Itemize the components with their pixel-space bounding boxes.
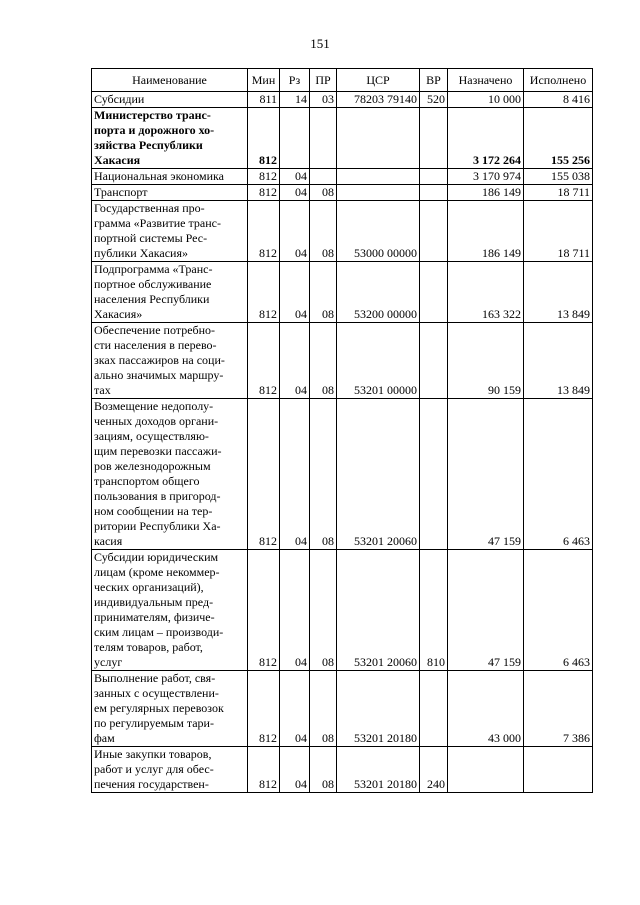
cell-assigned: 186 149 [448, 185, 524, 201]
cell-min: 812 [248, 108, 280, 169]
cell-pr: 08 [310, 201, 337, 262]
column-header-rz: Рз [280, 69, 310, 92]
cell-pr: 08 [310, 671, 337, 747]
cell-name: Субсидии юридическим лицам (кроме некоммер- ческих организаций), индивидуальным пред- принимателям, физиче- ским лицам – производи- телям товаров, работ, услуг [92, 550, 248, 671]
cell-rz: 04 [280, 747, 310, 793]
cell-csr [337, 185, 420, 201]
cell-rz: 04 [280, 185, 310, 201]
cell-vr [420, 323, 448, 399]
cell-csr [337, 108, 420, 169]
column-header-name: Наименование [92, 69, 248, 92]
cell-min: 812 [248, 262, 280, 323]
cell-rz [280, 108, 310, 169]
cell-name: Государственная про- грамма «Развитие транс- портной системы Рес- публики Хакасия» [92, 201, 248, 262]
cell-executed: 8 416 [524, 92, 593, 108]
cell-rz: 04 [280, 399, 310, 550]
cell-csr: 53201 20180 [337, 671, 420, 747]
cell-min: 812 [248, 169, 280, 185]
cell-name: Субсидии [92, 92, 248, 108]
cell-csr: 53200 00000 [337, 262, 420, 323]
cell-assigned: 47 159 [448, 550, 524, 671]
table-row [92, 323, 593, 399]
cell-assigned: 47 159 [448, 399, 524, 550]
cell-executed: 6 463 [524, 550, 593, 671]
cell-name: Иные закупки товаров, работ и услуг для обес- печения государствен- [92, 747, 248, 793]
table-row [92, 92, 593, 108]
cell-assigned: 10 000 [448, 92, 524, 108]
budget-table [91, 68, 593, 793]
cell-name: Национальная экономика [92, 169, 248, 185]
cell-min: 812 [248, 747, 280, 793]
cell-csr: 78203 79140 [337, 92, 420, 108]
cell-executed: 155 256 [524, 108, 593, 169]
cell-assigned: 163 322 [448, 262, 524, 323]
table-row [92, 169, 593, 185]
cell-executed: 7 386 [524, 671, 593, 747]
cell-assigned: 3 170 974 [448, 169, 524, 185]
cell-csr: 53201 20060 [337, 399, 420, 550]
cell-vr: 810 [420, 550, 448, 671]
cell-assigned [448, 747, 524, 793]
cell-pr: 08 [310, 185, 337, 201]
cell-executed: 13 849 [524, 262, 593, 323]
cell-name: Подпрограмма «Транс- портное обслуживание населения Республики Хакасия» [92, 262, 248, 323]
table-row [92, 399, 593, 550]
table-header-row [92, 69, 593, 92]
cell-vr: 520 [420, 92, 448, 108]
cell-min: 812 [248, 399, 280, 550]
cell-pr: 08 [310, 747, 337, 793]
cell-pr: 03 [310, 92, 337, 108]
cell-rz: 04 [280, 671, 310, 747]
column-header-vr: ВР [420, 69, 448, 92]
cell-executed: 18 711 [524, 185, 593, 201]
cell-pr [310, 169, 337, 185]
column-header-pr: ПР [310, 69, 337, 92]
table-row [92, 262, 593, 323]
cell-vr [420, 201, 448, 262]
cell-vr [420, 108, 448, 169]
column-header-assigned: Назначено [448, 69, 524, 92]
column-header-csr: ЦСР [337, 69, 420, 92]
cell-executed [524, 747, 593, 793]
cell-min: 812 [248, 185, 280, 201]
cell-pr: 08 [310, 399, 337, 550]
cell-rz: 04 [280, 169, 310, 185]
cell-min: 812 [248, 671, 280, 747]
cell-assigned: 186 149 [448, 201, 524, 262]
cell-pr [310, 108, 337, 169]
cell-vr [420, 399, 448, 550]
table-row [92, 185, 593, 201]
cell-rz: 14 [280, 92, 310, 108]
cell-min: 812 [248, 323, 280, 399]
cell-name: Выполнение работ, свя- занных с осуществлени- ем регулярных перевозок по регулируемым тари- фам [92, 671, 248, 747]
table-row [92, 747, 593, 793]
cell-executed: 13 849 [524, 323, 593, 399]
cell-name: Министерство транс- порта и дорожного хо- зяйства Республики Хакасия [92, 108, 248, 169]
cell-csr: 53000 00000 [337, 201, 420, 262]
cell-executed: 18 711 [524, 201, 593, 262]
cell-min: 812 [248, 550, 280, 671]
cell-min: 811 [248, 92, 280, 108]
cell-csr: 53201 20060 [337, 550, 420, 671]
cell-rz: 04 [280, 550, 310, 671]
page-number: 151 [310, 36, 330, 51]
cell-vr [420, 169, 448, 185]
table-row [92, 201, 593, 262]
table-body [92, 92, 593, 793]
cell-min: 812 [248, 201, 280, 262]
table-row [92, 671, 593, 747]
cell-assigned: 3 172 264 [448, 108, 524, 169]
cell-rz: 04 [280, 201, 310, 262]
cell-csr: 53201 20180 [337, 747, 420, 793]
cell-assigned: 43 000 [448, 671, 524, 747]
cell-name: Обеспечение потребно- сти населения в перево- зках пассажиров на соци- ально значимых маршру- тах [92, 323, 248, 399]
cell-assigned: 90 159 [448, 323, 524, 399]
cell-pr: 08 [310, 262, 337, 323]
cell-name: Транспорт [92, 185, 248, 201]
cell-csr [337, 169, 420, 185]
cell-csr: 53201 00000 [337, 323, 420, 399]
cell-executed: 6 463 [524, 399, 593, 550]
cell-executed: 155 038 [524, 169, 593, 185]
column-header-executed: Исполнено [524, 69, 593, 92]
table-row [92, 108, 593, 169]
cell-vr [420, 185, 448, 201]
table-row [92, 550, 593, 671]
cell-vr: 240 [420, 747, 448, 793]
cell-name: Возмещение недополу- ченных доходов органи- зациям, осуществляю- щим перевозки пассажи- ров железнодорожным транспортом общего пользования в пригород- ном сообщении на тер- ритории Республики Ха- касия [92, 399, 248, 550]
cell-pr: 08 [310, 323, 337, 399]
cell-pr: 08 [310, 550, 337, 671]
cell-rz: 04 [280, 262, 310, 323]
column-header-min: Мин [248, 69, 280, 92]
cell-rz: 04 [280, 323, 310, 399]
cell-vr [420, 671, 448, 747]
cell-vr [420, 262, 448, 323]
